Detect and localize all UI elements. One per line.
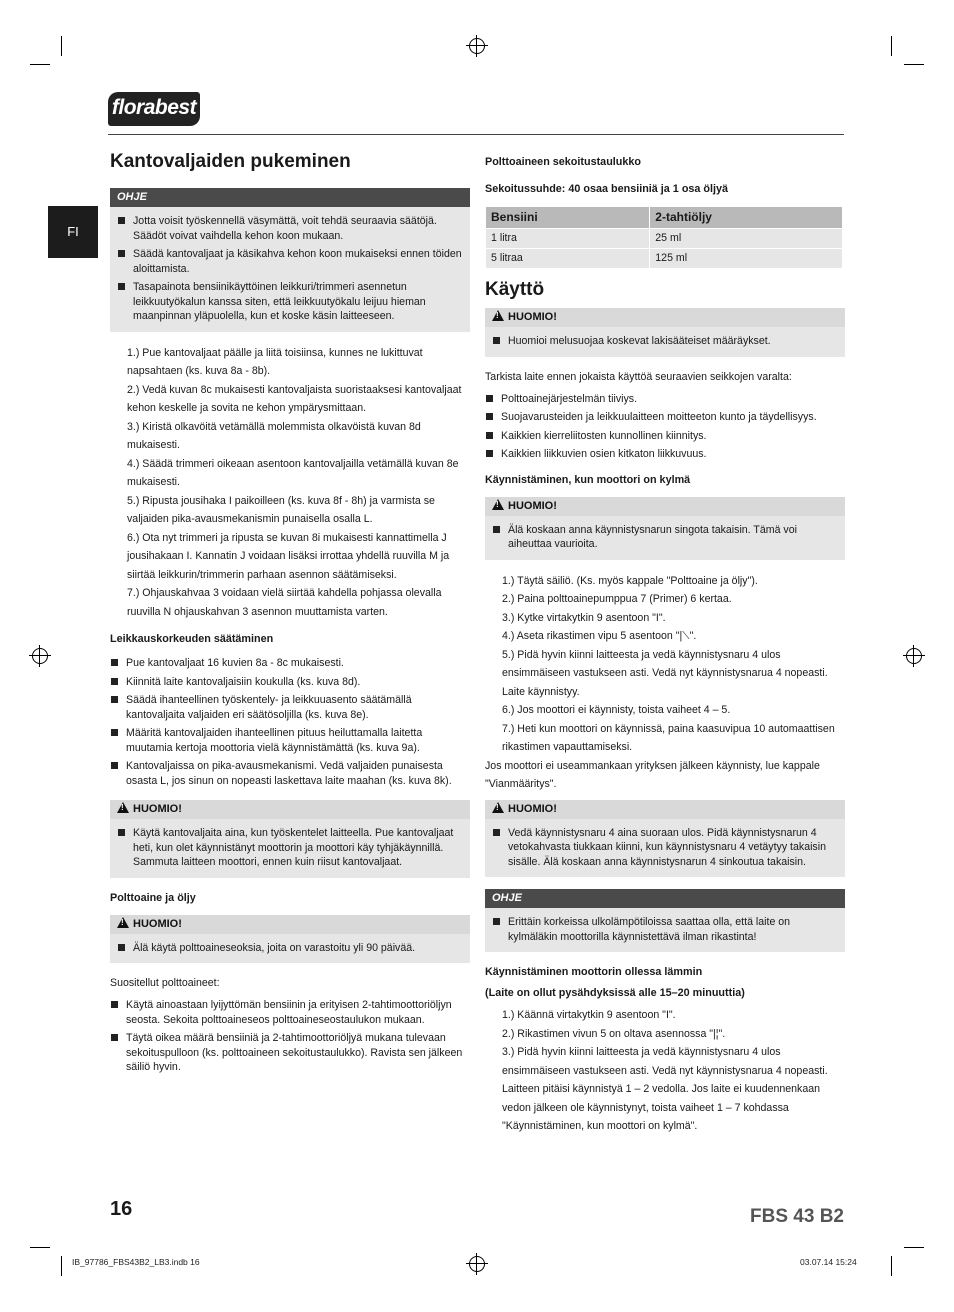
section-title: Kantovaljaiden pukeminen [110,151,351,172]
step: 3.) Kiristä olkavöitä vetämällä molemmista olkavöistä kuvan 8d mukaisesti. [127,420,421,451]
subheading: Käynnistäminen, kun moottori on kylmä [485,473,691,486]
step: 7.) Heti kun moottori on käynnissä, paina kaasuvipua 10 automaattisen rikastimen vapauttamiseksi. [502,722,835,753]
warning-icon [492,802,504,813]
list-item: Erittäin korkeissa ulkolämpötiloissa saattaa olla, että laite on kylmäläkin moottorilla käynnistettävä ilman rikastinta! [492,915,838,944]
crop-mark [61,1256,62,1276]
subheading: Leikkauskorkeuden säätäminen [110,633,274,645]
ohje-label: OHJE [485,889,845,908]
step: 7.) Ohjauskahvaa 3 voidaan vielä siirtää kahdella pohjassa olevalla ruuvilla N ohjauskahvan 3 asennon muuttamista varten. [127,587,442,618]
step: 2.) Vedä kuvan 8c mukaisesti kantovaljaista suoristaaksesi kantovaljaat kehon keskelle ja sovita ne kehon ympärysmittaan. [127,383,462,414]
step: 6.) Ota nyt trimmeri ja ripusta se kuvan 8i mukaisesti kannattimella J jousihakaan I. Kannatin J voidaan lisäksi irrottaa yhdellä ruuvilla M ja siirtää leikkurin/trimmerin parhaan asennon säätämiseksi. [127,531,450,581]
table-header: Bensiini [486,207,650,229]
step: 4.) Säädä trimmeri oikeaan asentoon kantovaljailla vetämällä kuvan 8e mukaisesti. [127,457,459,488]
table-cell: 1 litra [486,229,650,249]
subheading: Polttoaine ja öljy [110,891,196,904]
step: 1.) Käännä virtakytkin 9 asentoon "I". [502,1009,676,1021]
left-column [110,150,470,1079]
huomio-label: !HUOMIO! [485,308,845,327]
list-item: Jotta voisit työskennellä väsymättä, voit tehdä seuraavia säätöjä. Säädöt voivat vaihdella kehon koon mukaan. [117,214,463,243]
right-column [485,150,845,1136]
warning-icon [492,310,504,321]
list-item: Kaikkien liikkuvien osien kitkaton liikkuvuus. [485,447,845,462]
registration-mark-icon [906,648,922,664]
table-cell: 5 litraa [486,249,650,269]
table-row [486,229,843,249]
header-rule [108,134,844,135]
list-item: Älä käytä polttoaineseoksia, joita on varastoitu yli 90 päivää. [117,941,463,956]
huomio-label: !HUOMIO! [110,915,470,934]
list-item: Vedä käynnistysnaru 4 aina suoraan ulos. Pidä käynnistysnarun 4 vetokahvasta tiukkaan kiinni, kun käynnistysnaru 4 vetäytyy takaisin sisälle. Älä koskaan anna käynnistysnarun 4 sinkoutua takaisin. [492,826,838,870]
registration-mark-icon [32,648,48,664]
step: 2.) Rikastimen vivun 5 on oltava asennossa "|¦". [502,1027,726,1040]
crop-mark [891,1256,892,1276]
crop-mark [30,1247,50,1248]
section-title: Käyttö [485,279,545,300]
list-item: Täytä oikea määrä bensiiniä ja 2-tahtimoottoriöljyä mukana tulevaan sekoituspulloon (ks. polttoaineen sekoitustaulukko). Ravista sen jälkeen säiliö hyvin. [110,1031,470,1075]
paragraph: Tarkista laite ennen jokaista käyttöä seuraavien seikkojen varalta: [485,370,792,383]
page-number: 16 [110,1198,133,1220]
huomio-label: !HUOMIO! [485,800,845,819]
table-cell: 125 ml [650,249,843,269]
list-item: Tasapainota bensiinikäyttöinen leikkuri/trimmeri asennetun leikkuutyökalun kanssa siten, että leikkuutyökalu leijuu hieman maanpinnan yläpuolella, kun et koske käsin laitteeseen. [117,280,463,324]
step: 1.) Täytä säiliö. (Ks. myös kappale "Polttoaine ja öljy"). [502,574,758,587]
ohje-box [110,207,470,332]
table-header: 2-tahtiöljy [650,207,843,229]
table-cell: 25 ml [650,229,843,249]
warning-icon [117,917,129,928]
huomio-box [110,819,470,878]
step: 6.) Jos moottori ei käynnisty, toista vaiheet 4 – 5. [502,704,731,716]
language-tab: FI [48,206,98,258]
huomio-box [110,934,470,964]
crop-mark [904,1247,924,1248]
step: 1.) Pue kantovaljaat päälle ja liitä toisiinsa, kunnes ne lukittuvat napsahtaen (ks. kuva 8a - 8b). [127,346,423,377]
list-item: Kantovaljaissa on pika-avausmekanismi. Vedä valjaiden punaisesta osasta L, jos sinun on nopeasti laskettava laite maahan (ks. kuva 8k). [110,759,470,788]
list-item: Säädä ihanteellinen työskentely- ja leikkuuasento säätämällä kantovaljaita valjaiden eri säätösoljilla (ks. kuva 8e). [110,693,470,722]
paragraph: Suositellut polttoaineet: [110,977,220,989]
step: 3.) Kytke virtakytkin 9 asentoon "I". [502,611,666,624]
registration-mark-icon [469,1256,485,1272]
footer-file: IB_97786_FBS43B2_LB3.indb 16 [72,1257,200,1267]
ohje-box [485,908,845,952]
crop-mark [61,36,62,56]
huomio-box [485,516,845,560]
list-item: Säädä kantovaljaat ja käsikahva kehon koon mukaiseksi ennen töiden aloittamista. [117,247,463,276]
list-item: Kaikkien kierreliitosten kunnollinen kiinnitys. [485,429,845,444]
step: 3.) Pidä hyvin kiinni laitteesta ja vedä käynnistysnaru 4 ulos ensimmäiseen vastukseen asti. Vedä nyt käynnistysnarua 4 nopeasti. Laitteen pitäisi käynnistyä 1 – 2 vedolla. Jos laite ei kuudennenkaan vedon jälkeen ole käynnistynyt, toista vaiheet 1 – 7 kohdassa "Käynnistäminen, kun moottori on kylmä". [502,1046,828,1132]
crop-mark [891,36,892,56]
subheading: (Laite on ollut pysähdyksissä alle 15–20 minuuttia) [485,987,745,999]
step: 2.) Paina polttoainepumppua 7 (Primer) 6 kertaa. [502,593,732,605]
fuel-mix-table [485,206,843,269]
warning-icon [117,802,129,813]
model-label: FBS 43 B2 [750,1206,844,1227]
paragraph: Jos moottori ei useammankaan yrityksen jälkeen käynnisty, lue kappale "Vianmääritys". [485,759,820,790]
step: 5.) Ripusta jousihaka I paikoilleen (ks. kuva 8f - 8h) ja varmista se valjaiden pika-avausmekanismin punaisella osalla L. [127,494,435,525]
step: 4.) Aseta rikastimen vipu 5 asentoon "|⟍". [502,630,697,642]
list-item: Määritä kantovaljaiden ihanteellinen pituus heiluttamalla laitetta muutamia kertoja moottoria vielä käynnistämättä (ks. kuva 9a). [110,726,470,755]
table-row [486,249,843,269]
registration-mark-icon [469,38,485,54]
table-ratio: Sekoitussuhde: 40 osaa bensiiniä ja 1 osa öljyä [485,183,729,195]
list-item: Kiinnitä laite kantovaljaisiin koukulla (ks. kuva 8d). [110,675,470,690]
crop-mark [30,64,50,65]
table-title: Polttoaineen sekoitustaulukko [485,156,641,168]
list-item: Polttoainejärjestelmän tiiviys. [485,392,845,407]
list-item: Käytä ainoastaan lyijyttömän bensiinin ja erityisen 2-tahtimoottoriöljyn seosta. Sekoita polttoaineseos polttoaineseostaulukon mukaan. [110,998,470,1027]
ohje-label: OHJE [110,188,470,207]
crop-mark [904,64,924,65]
brand-logo: florabest [108,92,200,126]
list-item: Pue kantovaljaat 16 kuvien 8a - 8c mukaisesti. [110,656,470,671]
subheading: Käynnistäminen moottorin ollessa lämmin [485,966,703,978]
huomio-box [485,819,845,878]
huomio-label: !HUOMIO! [485,497,845,516]
huomio-box [485,327,845,357]
step: 5.) Pidä hyvin kiinni laitteesta ja vedä käynnistysnaru 4 ulos ensimmäiseen vastukseen asti. Vedä nyt käynnistysnarua 4 nopeasti. Laite käynnistyy. [502,648,828,698]
footer-date: 03.07.14 15:24 [800,1257,857,1267]
huomio-label: !HUOMIO! [110,800,470,819]
list-item: Suojavarusteiden ja leikkuulaitteen moitteeton kunto ja täydellisyys. [485,410,845,425]
warning-icon [492,499,504,510]
list-item: Huomioi melusuojaa koskevat lakisääteiset määräykset. [492,334,838,349]
list-item: Älä koskaan anna käynnistysnarun singota takaisin. Tämä voi aiheuttaa vaurioita. [492,523,838,552]
list-item: Käytä kantovaljaita aina, kun työskentelet laitteella. Pue kantovaljaat heti, kun olet käynnistänyt moottorin ja moottori käy tyhjäkäynnillä. Sammuta laitteen moottori, ennen kuin riisut kantovaljaat. [117,826,463,870]
